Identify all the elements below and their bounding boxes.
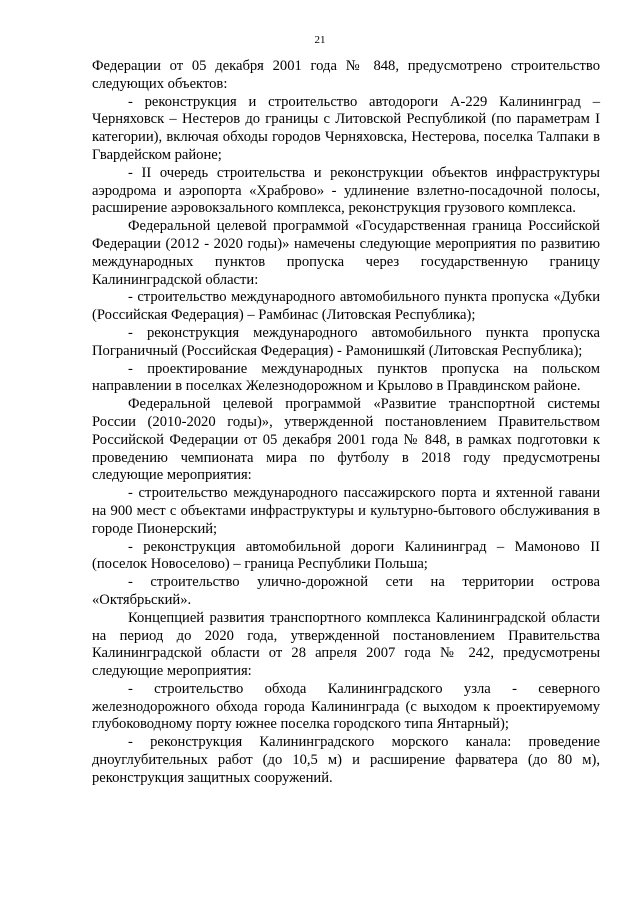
list-item-dubki-checkpoint: - строительство международного автомобильного пункта пропуска «Дубки (Российская Федерация) – Рамбинас (Литовская Республика); <box>92 289 600 324</box>
list-item-pionersky-port: - строительство международного пассажирского порта и яхтенной гавани на 900 мест с объектами инфраструктуры и культурно-бытового обслуживания в городе Пионерский; <box>92 485 600 537</box>
paragraph-federation-decree-continuation: Федерации от 05 декабря 2001 года № 848, предусмотрено строительство следующих объектов: <box>92 58 600 92</box>
list-item-mamonovo-road: - реконструкция автомобильной дороги Калининград – Мамоново II (поселок Новоселово) – граница Республики Польша; <box>92 538 600 573</box>
list-item-railway-bypass: - строительство обхода Калининградского узла - северного железнодорожного обхода города Калининграда (с выходом к проектируемому глубоководному порту южнее поселка городского типа Янтарный); <box>92 680 600 733</box>
list-item-khrabrovo-airport: - II очередь строительства и реконструкции объектов инфраструктуры аэродрома и аэропорта «Храброво» - удлинение взлетно-посадочной полосы, расширение аэровокзального комплекса, реконструкция грузового комплекса. <box>92 164 600 217</box>
paragraph-transport-system-program: Федеральной целевой программой «Развитие транспортной системы России (2010-2020 годы)», утвержденной постановлением Правительством Российской Федерации от 05 декабря 2001 года № 848, в рамках подготовки к проведению чемпионата мира по футболу в 2018 году предусмотрены следующие мероприятия: <box>92 396 600 484</box>
list-item-road-a229: - реконструкция и строительство автодороги А-229 Калининград – Черняховск – Нестеров до границы с Литовской Республикой (по параметрам I категории), включая обходы городов Черняховска, Нестерова, поселка Талпаки в Гвардейском районе; <box>92 93 600 163</box>
list-item-sea-canal: - реконструкция Калининградского морского канала: проведение дноуглубительных работ (до 10,5 м) и расширение фарватера (до 80 м), реконструкция защитных сооружений. <box>92 734 600 786</box>
paragraph-state-border-program: Федеральной целевой программой «Государственная граница Российской Федерации (2012 - 2020 годы)» намечены следующие мероприятия по развитию международных пунктов пропуска через государственную границу Калининградской области: <box>92 218 600 288</box>
list-item-oktyabrsky-island: - строительство улично-дорожной сети на территории острова «Октябрьский». <box>92 574 600 608</box>
document-body <box>92 58 600 788</box>
paragraph-regional-concept: Концепцией развития транспортного комплекса Калининградской области на период до 2020 года, утвержденной постановлением Правительства Калининградской области от 28 апреля 2007 года № 242, предусмотрены следующие мероприятия: <box>92 609 600 680</box>
list-item-polish-checkpoints: - проектирование международных пунктов пропуска на польском направлении в поселках Железнодорожном и Крылово в Правдинском районе. <box>92 360 600 395</box>
page-number: 21 <box>314 34 326 46</box>
list-item-pogranichny-checkpoint: - реконструкция международного автомобильного пункта пропуска Пограничный (Российская Федерация) - Рамонишкяй (Литовская Республика); <box>92 324 600 359</box>
